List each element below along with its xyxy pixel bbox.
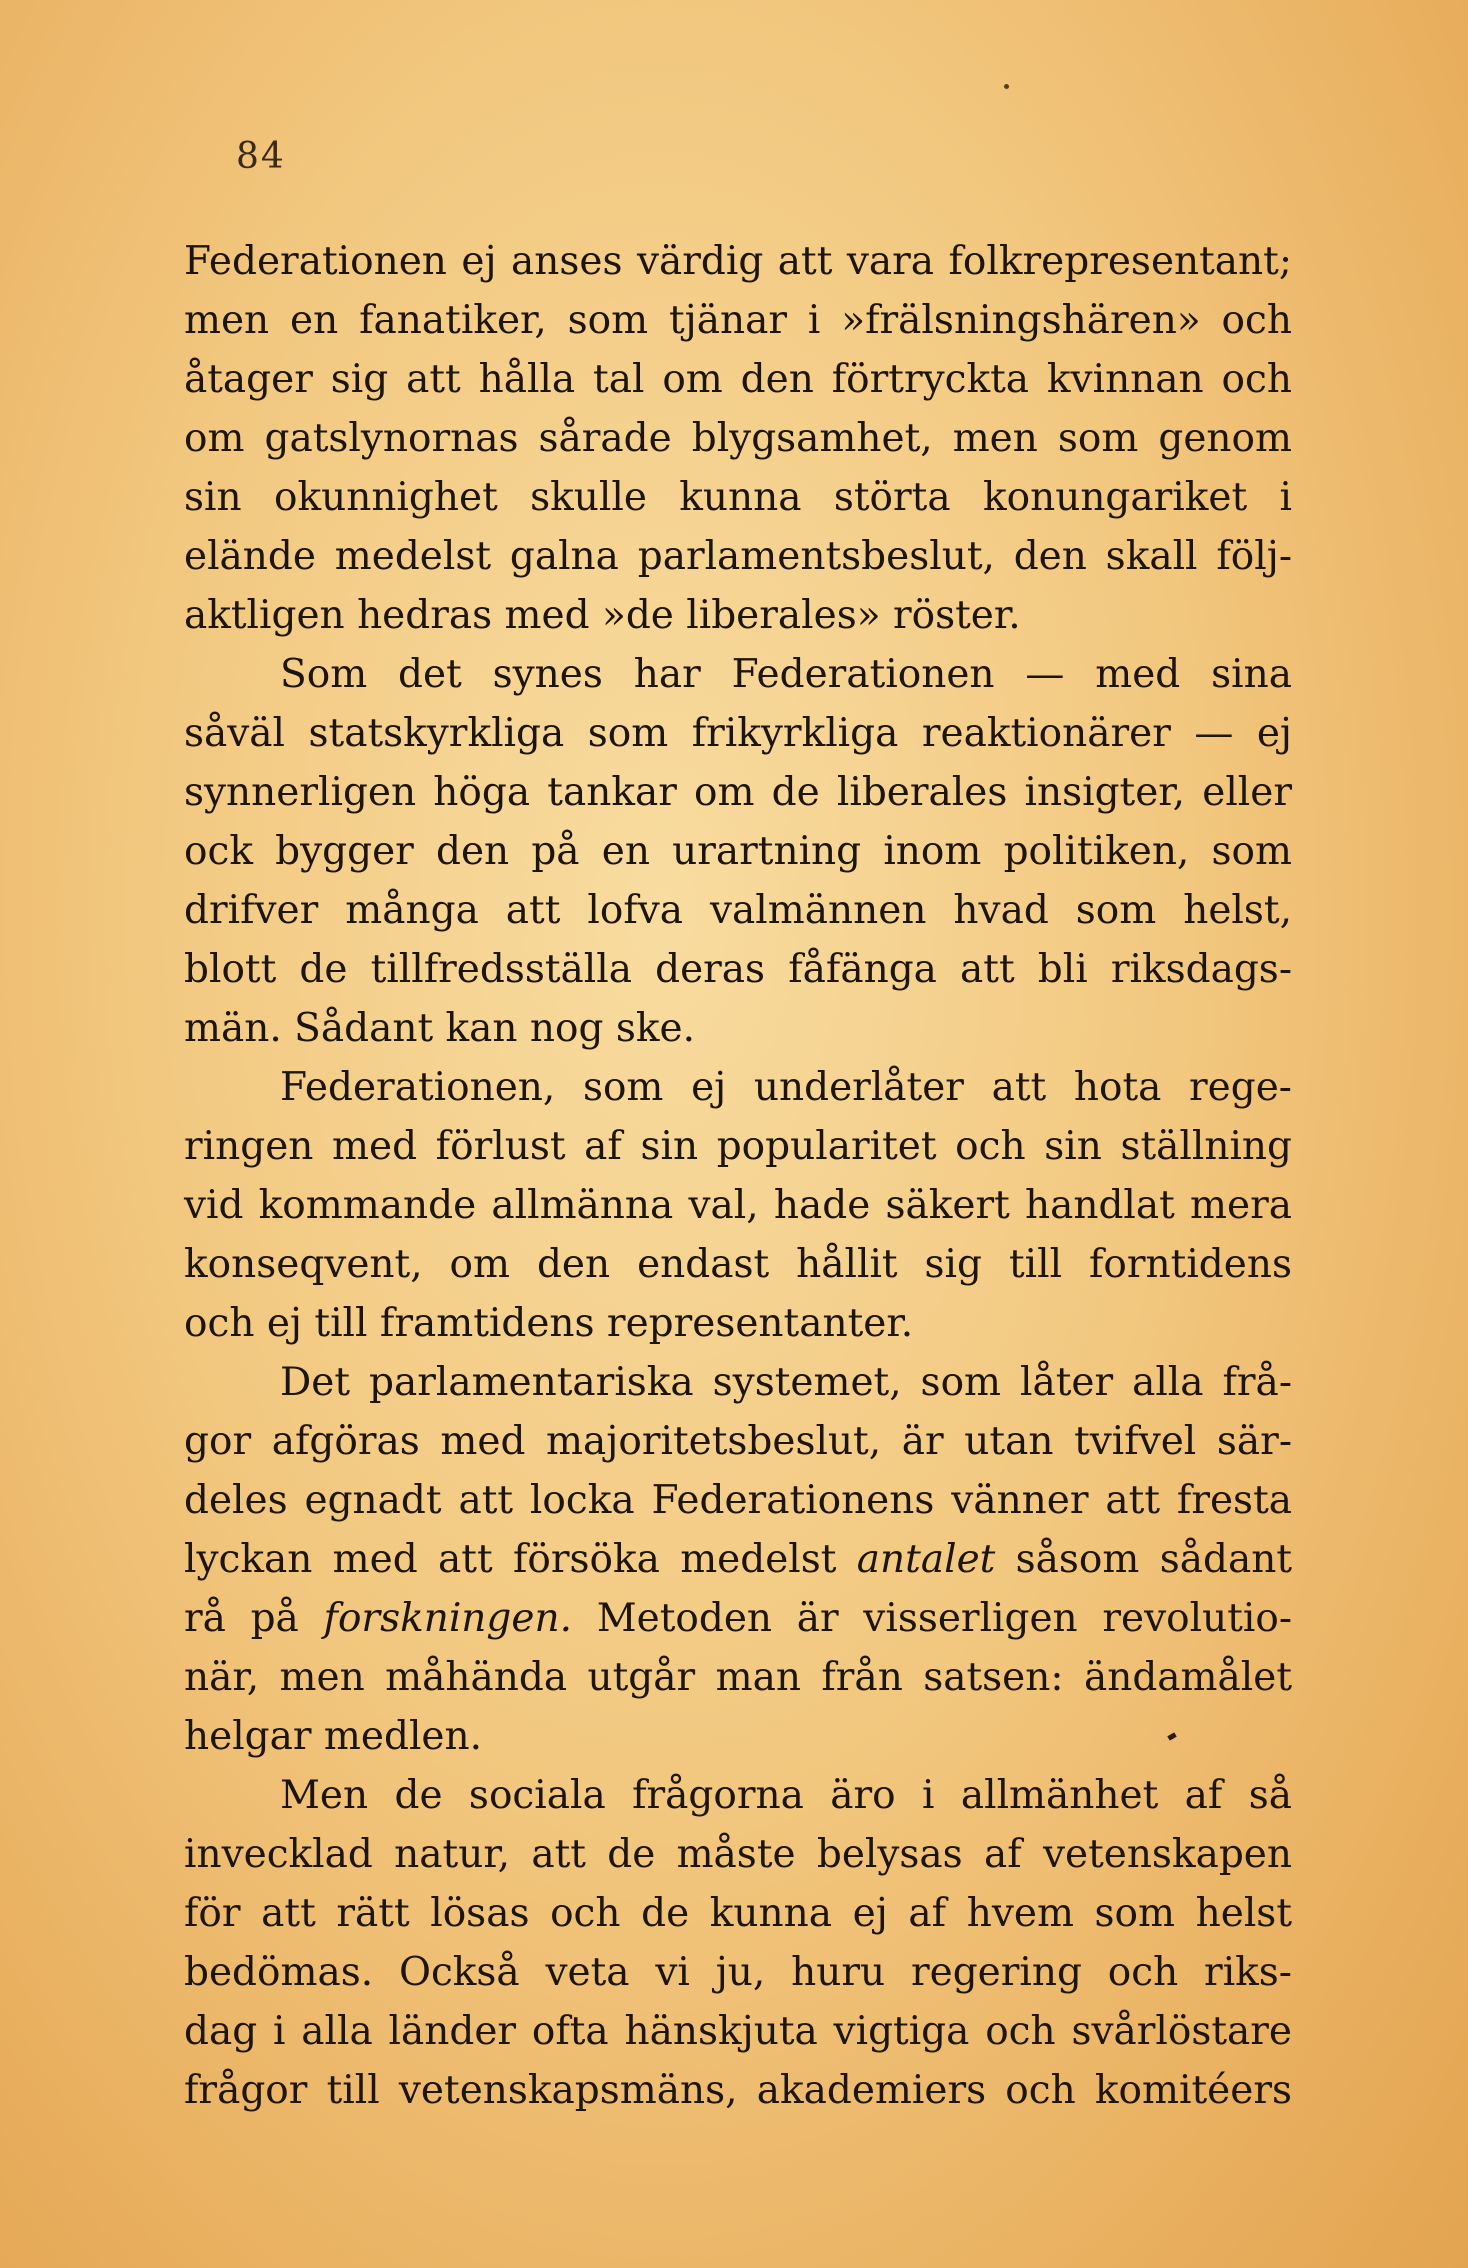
text-line bbox=[184, 1530, 1292, 1589]
text-line: vid kommande allmänna val, hade säkert handlat mera bbox=[184, 1183, 1292, 1228]
page-number: 84 bbox=[236, 136, 286, 177]
text-line: aktligen hedras med »de liberales» röster. bbox=[184, 593, 1021, 638]
text-segment: såsom sådant bbox=[995, 1537, 1292, 1582]
text-line: sin okunnighet skulle kunna störta konungariket i bbox=[184, 475, 1292, 520]
body-text bbox=[184, 232, 1292, 2120]
text-segment: Metoden är visserligen revolutio- bbox=[572, 1596, 1293, 1641]
text-line: invecklad natur, att de måste belysas af vetenskapen bbox=[184, 1832, 1292, 1877]
text-line: gor afgöras med majoritetsbeslut, är utan tvifvel sär- bbox=[184, 1419, 1292, 1464]
text-line: ock bygger den på en urartning inom politiken, som bbox=[184, 829, 1292, 874]
text-line: blott de tillfredsställa deras fåfänga att bli riksdags- bbox=[184, 947, 1292, 992]
text-line: när, men måhända utgår man från satsen: ändamålet bbox=[184, 1655, 1292, 1700]
text-line: dag i alla länder ofta hänskjuta vigtiga och svårlöstare bbox=[184, 2009, 1292, 2054]
text-line: helgar medlen. bbox=[184, 1714, 483, 1759]
text-line: för att rätt lösas och de kunna ej af hvem som helst bbox=[184, 1891, 1292, 1936]
text-line: åtager sig att hålla tal om den förtryckta kvinnan och bbox=[184, 357, 1292, 402]
paragraph-start-line: Det parlamentariska systemet, som låter alla frå- bbox=[280, 1360, 1292, 1405]
text-line: konseqvent, om den endast hållit sig till forntidens bbox=[184, 1242, 1292, 1287]
paragraph-start-line: Men de sociala frågorna äro i allmänhet af så bbox=[280, 1773, 1292, 1818]
text-segment: lyckan med att försöka medelst bbox=[184, 1537, 857, 1582]
paper-speck bbox=[1004, 84, 1009, 89]
text-line: ringen med förlust af sin popularitet och sin ställning bbox=[184, 1124, 1292, 1169]
emphasized-word: forskningen. bbox=[323, 1596, 572, 1641]
text-line: men en fanatiker, som tjänar i »frälsningshären» och bbox=[184, 298, 1292, 343]
text-line: drifver många att lofva valmännen hvad som helst, bbox=[184, 888, 1292, 933]
text-line: synnerligen höga tankar om de liberales insigter, eller bbox=[184, 770, 1292, 815]
text-line bbox=[184, 1589, 1292, 1648]
paragraph-start-line: Federationen, som ej underlåter att hota rege- bbox=[280, 1065, 1292, 1110]
emphasized-word: antalet bbox=[856, 1537, 996, 1582]
text-line: och ej till framtidens representanter. bbox=[184, 1301, 914, 1346]
text-line: bedömas. Också veta vi ju, huru regering och riks- bbox=[184, 1950, 1292, 1995]
text-line: elände medelst galna parlamentsbeslut, den skall följ- bbox=[184, 534, 1292, 579]
text-line: deles egnadt att locka Federationens vänner att fresta bbox=[184, 1478, 1292, 1523]
paragraph-start-line: Som det synes har Federationen — med sina bbox=[280, 652, 1292, 697]
text-segment: rå på bbox=[184, 1596, 324, 1641]
text-line: frågor till vetenskapsmäns, akademiers och komitéers bbox=[184, 2068, 1292, 2113]
text-line: män. Sådant kan nog ske. bbox=[184, 1006, 695, 1051]
text-line: såväl statskyrkliga som frikyrkliga reaktionärer — ej bbox=[184, 711, 1292, 756]
text-line: om gatslynornas sårade blygsamhet, men som genom bbox=[184, 416, 1292, 461]
text-line: Federationen ej anses värdig att vara folkrepresentant; bbox=[184, 239, 1292, 284]
